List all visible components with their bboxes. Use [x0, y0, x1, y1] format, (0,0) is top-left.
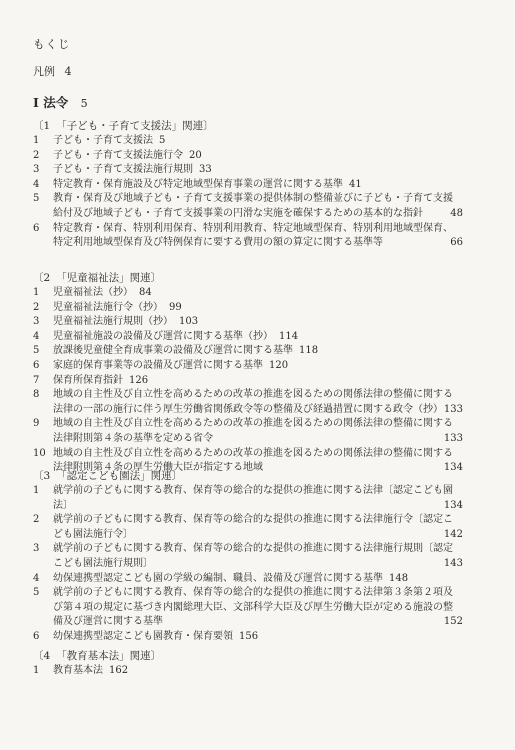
entry-line — [53, 222, 463, 237]
part-heading[interactable] — [33, 93, 88, 111]
entry-title-line: ども園法施行令〕 — [53, 528, 133, 540]
entry-page: 133 — [443, 432, 463, 444]
entry-line — [53, 301, 463, 316]
toc-entry[interactable] — [33, 315, 463, 330]
entry-text — [53, 286, 463, 301]
entry-title-line: 幼保連携型認定こども園教育・保育要領 — [53, 631, 233, 642]
entry-line — [53, 447, 463, 462]
toc-entry[interactable] — [33, 586, 463, 630]
entry-number: 6 — [33, 360, 40, 371]
entry-line — [53, 664, 463, 679]
entry-line — [53, 528, 463, 543]
entry-text — [53, 192, 463, 221]
entry-page: 114 — [279, 330, 299, 342]
entry-page: 142 — [443, 528, 463, 540]
entry-line — [53, 586, 463, 601]
entry-text — [53, 388, 463, 417]
hanrei-entry[interactable] — [33, 63, 72, 79]
entry-line — [53, 315, 463, 330]
entry-text — [53, 417, 463, 446]
entry-number: 3 — [33, 316, 40, 328]
entry-page: 84 — [139, 287, 152, 298]
entry-text — [53, 315, 463, 330]
entry-title-line: 法律附則第４条の基準を定める省令 — [53, 432, 213, 444]
toc-entry[interactable] — [33, 286, 463, 301]
entry-page: 148 — [389, 572, 409, 584]
entry-page: 118 — [299, 345, 319, 357]
entry-text — [53, 178, 463, 193]
entry-line — [53, 207, 463, 222]
entry-line — [53, 286, 463, 301]
hanrei-page: 4 — [64, 65, 72, 78]
page-title: もくじ — [33, 37, 71, 51]
entry-line — [53, 359, 463, 374]
entry-text — [53, 301, 463, 316]
entry-text — [53, 586, 463, 630]
entry-number: 4 — [33, 572, 40, 584]
toc-entry[interactable] — [33, 344, 463, 359]
toc-entry[interactable] — [33, 192, 463, 221]
entry-title-line: 特定教育・保育、特別利用保育、特別利用教育、特定地域型保育、特別利用地域型保育、 — [53, 222, 453, 234]
entry-line — [53, 572, 463, 587]
entry-title-line: 地域の自主性及び自立性を高めるための改革の推進を図るための関係法律の整備に関する — [53, 447, 453, 459]
entry-page: 20 — [189, 149, 202, 161]
entry-title-line: 家庭的保育事業等の設備及び運営に関する基準 — [53, 360, 263, 371]
hanrei-label: 凡例 — [33, 65, 55, 78]
toc-entry[interactable] — [33, 374, 463, 389]
entry-line — [53, 374, 463, 389]
entry-number: 5 — [33, 587, 40, 599]
entry-number: 5 — [33, 193, 40, 205]
entry-title-line: こども園法施行規則〕 — [53, 557, 153, 569]
entry-number: 9 — [33, 418, 40, 430]
entry-page: 156 — [239, 631, 259, 642]
entry-text — [53, 149, 463, 164]
entry-text — [53, 664, 463, 679]
entry-title-line: 給付及び地域子ども・子育て支援事業の円滑な実施を確保するための基本的な指針 — [53, 207, 423, 219]
entry-number: 4 — [33, 330, 40, 342]
entry-line — [53, 615, 463, 630]
entry-page: 143 — [443, 557, 463, 569]
section-heading — [33, 118, 214, 133]
entry-number: 6 — [33, 222, 40, 234]
entry-line — [53, 134, 463, 149]
toc-entry[interactable] — [33, 664, 463, 679]
entry-title-line: 就学前の子どもに関する教育、保育等の総合的な提供の推進に関する法律施行令〔認定こ — [53, 514, 453, 526]
entry-text — [53, 630, 463, 645]
entry-text — [53, 330, 463, 345]
entry-text — [53, 359, 463, 374]
entry-title-line: 特定利用地域型保育及び特例保育に要する費用の額の算定に関する基準等 — [53, 237, 383, 249]
entry-line — [53, 513, 463, 528]
section-heading — [33, 648, 161, 663]
entry-title-line: 教育基本法 — [53, 665, 103, 676]
entry-text — [53, 134, 463, 149]
toc-entry[interactable] — [33, 513, 463, 542]
entry-title-line: 子ども・子育て支援法施行規則 — [53, 164, 193, 176]
section-title: 「教育基本法」関連〕 — [56, 650, 162, 662]
entry-number: 5 — [33, 345, 40, 357]
entry-number: 10 — [33, 447, 46, 459]
entry-line — [53, 388, 463, 403]
entry-page: 41 — [349, 178, 362, 190]
entry-title-line: 法〕 — [53, 499, 73, 511]
entry-title-line: 保育所保育指針 — [53, 374, 123, 386]
entry-title-line: 備及び運営に関する基準 — [53, 616, 163, 628]
entry-text — [53, 374, 463, 389]
entry-text — [53, 344, 463, 359]
section-title: 「認定こども園法」関連〕 — [56, 470, 183, 482]
entry-text — [53, 163, 463, 178]
section-title: 「児童福祉法」関連〕 — [56, 272, 162, 284]
entry-line — [53, 330, 463, 345]
section-title: 「子ども・子育て支援法」関連〕 — [56, 120, 214, 132]
entry-page: 120 — [269, 360, 289, 371]
entry-title-line: 地域の自主性及び自立性を高めるための改革の推進を図るための関係法律の整備に関する — [53, 389, 453, 401]
entry-page: 134 — [443, 462, 463, 474]
entry-title-line: 幼保連携型認定こども園の学級の編制、職員、設備及び運営に関する基準 — [53, 572, 383, 584]
entry-line — [53, 192, 463, 207]
section-number: 〔3 — [33, 470, 51, 482]
entry-line — [53, 403, 463, 418]
toc-entry[interactable] — [33, 301, 463, 316]
entry-text — [53, 572, 463, 587]
entry-line — [53, 236, 463, 251]
entry-number: 1 — [33, 287, 40, 298]
entry-title-line: 児童福祉施設の設備及び運営に関する基準（抄） — [53, 330, 273, 342]
entry-page: 99 — [169, 301, 182, 313]
toc-entry[interactable] — [33, 134, 463, 149]
entry-line — [53, 601, 463, 616]
entry-number: 8 — [33, 389, 40, 401]
entry-number: 1 — [33, 135, 40, 146]
entry-number: 1 — [33, 665, 40, 676]
entry-page: 133 — [443, 403, 463, 415]
entry-page: 66 — [450, 237, 463, 249]
entry-title-line: 法律附則第４条の厚生労働大臣が指定する地域 — [53, 462, 263, 474]
entry-line — [53, 499, 463, 514]
entry-page: 162 — [109, 665, 129, 676]
entry-page: 5 — [159, 135, 166, 146]
entry-line — [53, 484, 463, 499]
entry-page: 126 — [129, 374, 149, 386]
entry-number: 2 — [33, 301, 40, 313]
toc-entry[interactable] — [33, 572, 463, 587]
entry-page: 48 — [450, 207, 463, 219]
entry-text — [53, 542, 463, 571]
entry-number: 2 — [33, 149, 40, 161]
entry-number: 1 — [33, 485, 40, 496]
entry-page: 152 — [443, 616, 463, 628]
entry-number: 7 — [33, 374, 40, 386]
entry-title-line: 児童福祉法（抄） — [53, 287, 133, 298]
toc-entry[interactable] — [33, 163, 463, 178]
entry-title-line: 放課後児童健全育成事業の設備及び運営に関する基準 — [53, 345, 293, 357]
toc-entry[interactable] — [33, 330, 463, 345]
toc-entry[interactable] — [33, 417, 463, 446]
toc-entry[interactable] — [33, 542, 463, 571]
toc-entry[interactable] — [33, 149, 463, 164]
entry-number: 2 — [33, 514, 40, 526]
entry-line — [53, 630, 463, 645]
entry-page: 33 — [199, 164, 212, 176]
entry-line — [53, 542, 463, 557]
entry-title-line: 児童福祉法施行令（抄） — [53, 301, 163, 313]
entry-title-line: 教育・保育及び地域子ども・子育て支援事業の提供体制の整備並びに子ども・子育て支援 — [53, 193, 453, 205]
entry-title-line: 就学前の子どもに関する教育、保育等の総合的な提供の推進に関する法律〔認定こども園 — [53, 485, 453, 496]
toc-entry[interactable] — [33, 359, 463, 374]
entry-title-line: 特定教育・保育施設及び特定地域型保育事業の運営に関する基準 — [53, 178, 343, 190]
entry-page: 134 — [443, 499, 463, 511]
entry-title-line: 就学前の子どもに関する教育、保育等の総合的な提供の推進に関する法律第３条第２項及 — [53, 587, 453, 599]
part-label: Ⅰ 法令 — [33, 95, 69, 110]
entry-title-line: 地域の自主性及び自立性を高めるための改革の推進を図るための関係法律の整備に関する — [53, 418, 453, 430]
toc-entry[interactable] — [33, 178, 463, 193]
entry-line — [53, 432, 463, 447]
section-number: 〔2 — [33, 272, 51, 284]
toc-entry[interactable] — [33, 630, 463, 645]
section-number: 〔1 — [33, 120, 51, 132]
section-heading — [33, 270, 161, 285]
entry-title-line: 就学前の子どもに関する教育、保育等の総合的な提供の推進に関する法律施行規則〔認定 — [53, 543, 453, 555]
entry-number: 6 — [33, 631, 40, 642]
entry-number: 3 — [33, 164, 40, 176]
entry-title-line: 子ども・子育て支援法施行令 — [53, 149, 183, 161]
entry-text — [53, 484, 463, 513]
entry-line — [53, 178, 463, 193]
entry-title-line: 法律の一部の施行に伴う厚生労働省関係政令等の整備及び経過措置に関する政令（抄） — [53, 403, 443, 415]
section-heading — [33, 468, 182, 483]
entry-line — [53, 417, 463, 432]
toc-entry[interactable] — [33, 222, 463, 251]
entry-title-line: び第４項の規定に基づき内閣総理大臣、文部科学大臣及び厚生労働大臣が定める施設の整 — [53, 601, 453, 613]
section-number: 〔4 — [33, 650, 51, 662]
entry-line — [53, 344, 463, 359]
entry-title-line: 児童福祉法施行規則（抄） — [53, 316, 173, 328]
toc-entry[interactable] — [33, 388, 463, 417]
entry-page: 103 — [179, 316, 199, 328]
entry-number: 3 — [33, 543, 40, 555]
entry-line — [53, 557, 463, 572]
entry-line — [53, 163, 463, 178]
entry-title-line: 子ども・子育て支援法 — [53, 135, 153, 146]
part-page: 5 — [80, 97, 88, 110]
toc-entry[interactable] — [33, 484, 463, 513]
entry-text — [53, 513, 463, 542]
entry-line — [53, 149, 463, 164]
entry-number: 4 — [33, 178, 40, 190]
entry-text — [53, 222, 463, 251]
